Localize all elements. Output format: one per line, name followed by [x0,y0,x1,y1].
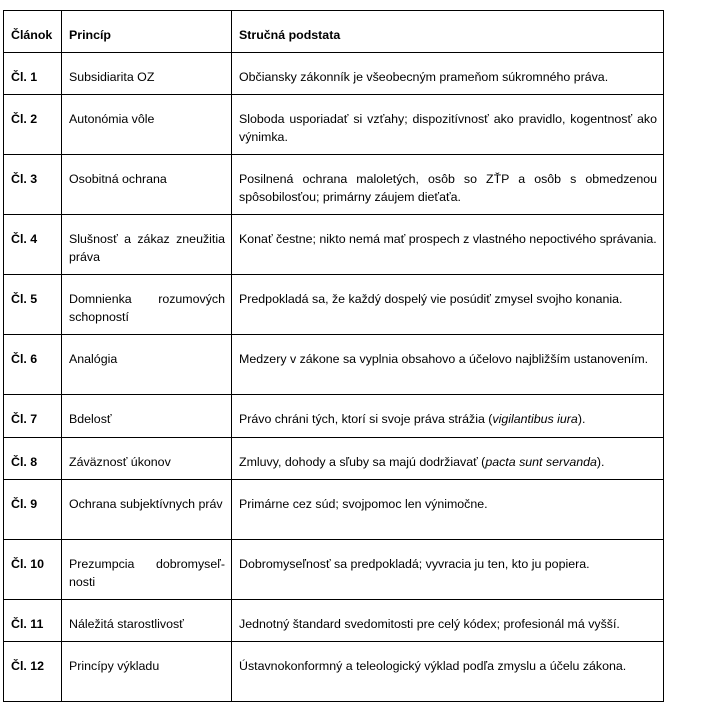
article-cell: Čl. 6 [4,335,62,395]
table-row [4,95,664,155]
table-header-row [4,11,664,53]
summary-tail: ). [577,412,586,426]
article-cell: Čl. 2 [4,95,62,155]
article-cell: Čl. 5 [4,275,62,335]
principle-cell: Analógia [62,335,232,395]
article-cell: Čl. 8 [4,438,62,480]
summary-tail: ). [596,455,605,469]
latin-maxim: pacta sunt servanda [485,455,597,469]
table-row [4,53,664,95]
summary-text: Ústavnokonformný a teleologický výklad podľa zmyslu a účelu zákona. [239,659,627,673]
summary-cell [232,395,664,438]
principle-cell: Slušnosť a zákaz zneužitia práva [62,215,232,275]
principle-cell: Prezumpcia dobromyseľnosti [62,540,232,600]
summary-text: Konať čestne; nikto nemá mať prospech z vlastného nepoctivého správania. [239,232,657,246]
summary-cell [232,95,664,155]
summary-cell [232,480,664,540]
latin-maxim: vigilantibus iura [492,412,578,426]
principle-cell: Bdelosť [62,395,232,438]
article-cell: Čl. 1 [4,53,62,95]
article-cell: Čl. 3 [4,155,62,215]
article-cell: Čl. 11 [4,600,62,642]
summary-cell [232,155,664,215]
summary-text: Zmluvy, dohody a sľuby sa majú dodržiavať ( [239,455,486,469]
summary-cell [232,600,664,642]
article-cell: Čl. 4 [4,215,62,275]
principle-cell: Osobitná ochrana [62,155,232,215]
article-cell: Čl. 12 [4,642,62,702]
summary-text: Právo chráni tých, ktorí si svoje práva strážia ( [239,412,493,426]
summary-text: Dobromyseľnosť sa predpokladá; vyvracia ju ten, kto ju popiera. [239,557,590,571]
summary-text: Občiansky zákonník je všeobecným prameňom súkromného práva. [239,70,609,84]
principle-cell: Záväznosť úkonov [62,438,232,480]
summary-cell [232,540,664,600]
summary-cell [232,275,664,335]
article-cell: Čl. 7 [4,395,62,438]
article-cell: Čl. 9 [4,480,62,540]
header-summary: Stručná podstata [232,11,664,53]
table-row [4,438,664,480]
article-cell: Čl. 10 [4,540,62,600]
summary-cell [232,215,664,275]
table-row [4,642,664,702]
summary-text: Predpokladá sa, že každý dospelý vie posúdiť zmysel svojho konania. [239,292,623,306]
summary-cell [232,53,664,95]
principle-cell: Subsidiarita OZ [62,53,232,95]
table-row [4,155,664,215]
header-principle: Princíp [62,11,232,53]
summary-cell [232,438,664,480]
summary-cell [232,335,664,395]
summary-text: Primárne cez súd; svojpomoc len výnimočne. [239,497,488,511]
table-row [4,215,664,275]
summary-text: Jednotný štandard svedomitosti pre celý kódex; profesionál má vyšší. [239,617,620,631]
table-row [4,540,664,600]
principle-cell: Ochrana subjektívnych práv [62,480,232,540]
header-article: Článok [4,11,62,53]
principles-table [3,10,664,702]
principle-cell: Autonómia vôle [62,95,232,155]
table-row [4,335,664,395]
summary-text: Sloboda usporiadať si vzťahy; dispozitívnosť ako pravidlo, kogentnosť ako výnimka. [239,112,657,144]
table-row [4,395,664,438]
summary-cell [232,642,664,702]
principle-cell: Princípy výkladu [62,642,232,702]
principle-cell: Náležitá starostlivosť [62,600,232,642]
table-row [4,600,664,642]
table-row [4,275,664,335]
summary-text: Medzery v zákone sa vyplnia obsahovo a účelovo najbližším ustanovením. [239,352,649,366]
principle-cell: Domnienka rozumových schopností [62,275,232,335]
summary-text: Posilnená ochrana maloletých, osôb so ZŤP a osôb s obmedzenou spôsobilosťou; primárny záujem dieťaťa. [239,172,657,204]
table-row [4,480,664,540]
